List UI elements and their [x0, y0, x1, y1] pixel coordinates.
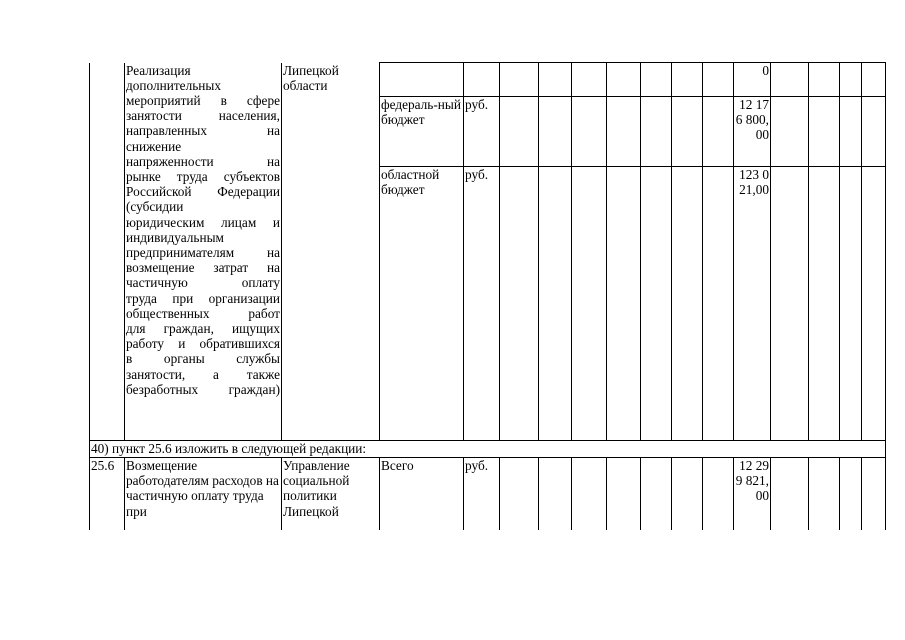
empty-cell [500, 97, 539, 167]
description-line: снижение [126, 138, 182, 154]
description-line: Реализация [126, 62, 191, 78]
table-row [90, 458, 886, 531]
description-line: мероприятий в сфере [126, 92, 280, 108]
executor-cell: Управление социальной политики Липецкой [282, 458, 380, 531]
empty-cell [703, 458, 734, 531]
empty-cell [572, 458, 607, 531]
description-line: (субсидии [126, 199, 184, 215]
description-line: напряженности на [126, 153, 280, 169]
empty-cell [703, 97, 734, 167]
table-row [90, 441, 886, 458]
empty-cell [539, 97, 572, 167]
description-line: дополнительных [126, 77, 221, 93]
description-line: предпринимателям на [126, 244, 280, 260]
empty-cell [771, 458, 809, 531]
empty-cell [607, 97, 641, 167]
unit-cell [464, 63, 500, 97]
empty-cell [809, 97, 840, 167]
empty-cell [672, 167, 703, 441]
empty-cell [862, 458, 886, 531]
amount-cell: 12 299 821,00 [734, 458, 771, 531]
empty-cell [500, 63, 539, 97]
description-line: занятости населения, [126, 108, 280, 124]
empty-cell [862, 63, 886, 97]
funding-source-cell: федераль-ный бюджет [380, 97, 464, 167]
empty-cell [809, 63, 840, 97]
empty-cell [703, 63, 734, 97]
amendment-note: 40) пункт 25.6 изложить в следующей редакции: [90, 441, 886, 458]
row-number-cell [90, 63, 125, 441]
measure-description [126, 63, 280, 397]
unit-cell: руб. [464, 458, 500, 531]
measure-description-cell: Возмещение работодателям расходов на частичную оплату труда при [125, 458, 282, 531]
description-line: частичную оплату [126, 275, 280, 291]
empty-cell [500, 458, 539, 531]
empty-cell [539, 167, 572, 441]
program-table [89, 62, 886, 530]
measure-description-cell [125, 63, 282, 441]
empty-cell [771, 63, 809, 97]
row-number-cell: 25.6 [90, 458, 125, 531]
description-line: безработных граждан) [126, 381, 280, 397]
empty-cell [862, 97, 886, 167]
empty-cell [539, 458, 572, 531]
empty-cell [641, 458, 672, 531]
empty-cell [641, 97, 672, 167]
description-line: Российской Федерации [126, 184, 280, 200]
empty-cell [672, 458, 703, 531]
empty-cell [607, 458, 641, 531]
empty-cell [809, 167, 840, 441]
empty-cell [703, 167, 734, 441]
description-line: индивидуальным [126, 229, 224, 245]
empty-cell [607, 167, 641, 441]
description-line: для граждан, ищущих [126, 320, 280, 336]
empty-cell [862, 167, 886, 441]
empty-cell [809, 458, 840, 531]
funding-source-cell [380, 63, 464, 97]
description-line: занятости, а также [126, 366, 280, 382]
empty-cell [672, 63, 703, 97]
executor-cell: Липецкой области [282, 63, 380, 441]
amount-cell: 0 [734, 63, 771, 97]
description-line: рынке труда субъектов [126, 168, 280, 184]
description-line: направленных на [126, 123, 280, 139]
amount-cell: 12 176 800,00 [734, 97, 771, 167]
description-line: труда при организации [126, 290, 280, 306]
description-line: в органы службы [126, 351, 280, 367]
funding-source-cell: Всего [380, 458, 464, 531]
empty-cell [572, 167, 607, 441]
empty-cell [572, 97, 607, 167]
empty-cell [607, 63, 641, 97]
description-line: работу и обратившихся [126, 336, 280, 352]
empty-cell [771, 97, 809, 167]
empty-cell [840, 458, 862, 531]
empty-cell [840, 63, 862, 97]
description-line: общественных работ [126, 305, 280, 321]
empty-cell [840, 167, 862, 441]
empty-cell [539, 63, 572, 97]
table-row [90, 63, 886, 97]
empty-cell [641, 167, 672, 441]
empty-cell [672, 97, 703, 167]
funding-source-cell: областной бюджет [380, 167, 464, 441]
unit-cell: руб. [464, 97, 500, 167]
empty-cell [572, 63, 607, 97]
amount-cell: 123 021,00 [734, 167, 771, 441]
empty-cell [771, 167, 809, 441]
empty-cell [641, 63, 672, 97]
description-line: юридическим лицам и [126, 214, 280, 230]
empty-cell [840, 97, 862, 167]
description-line: возмещение затрат на [126, 260, 280, 276]
unit-cell: руб. [464, 167, 500, 441]
empty-cell [500, 167, 539, 441]
